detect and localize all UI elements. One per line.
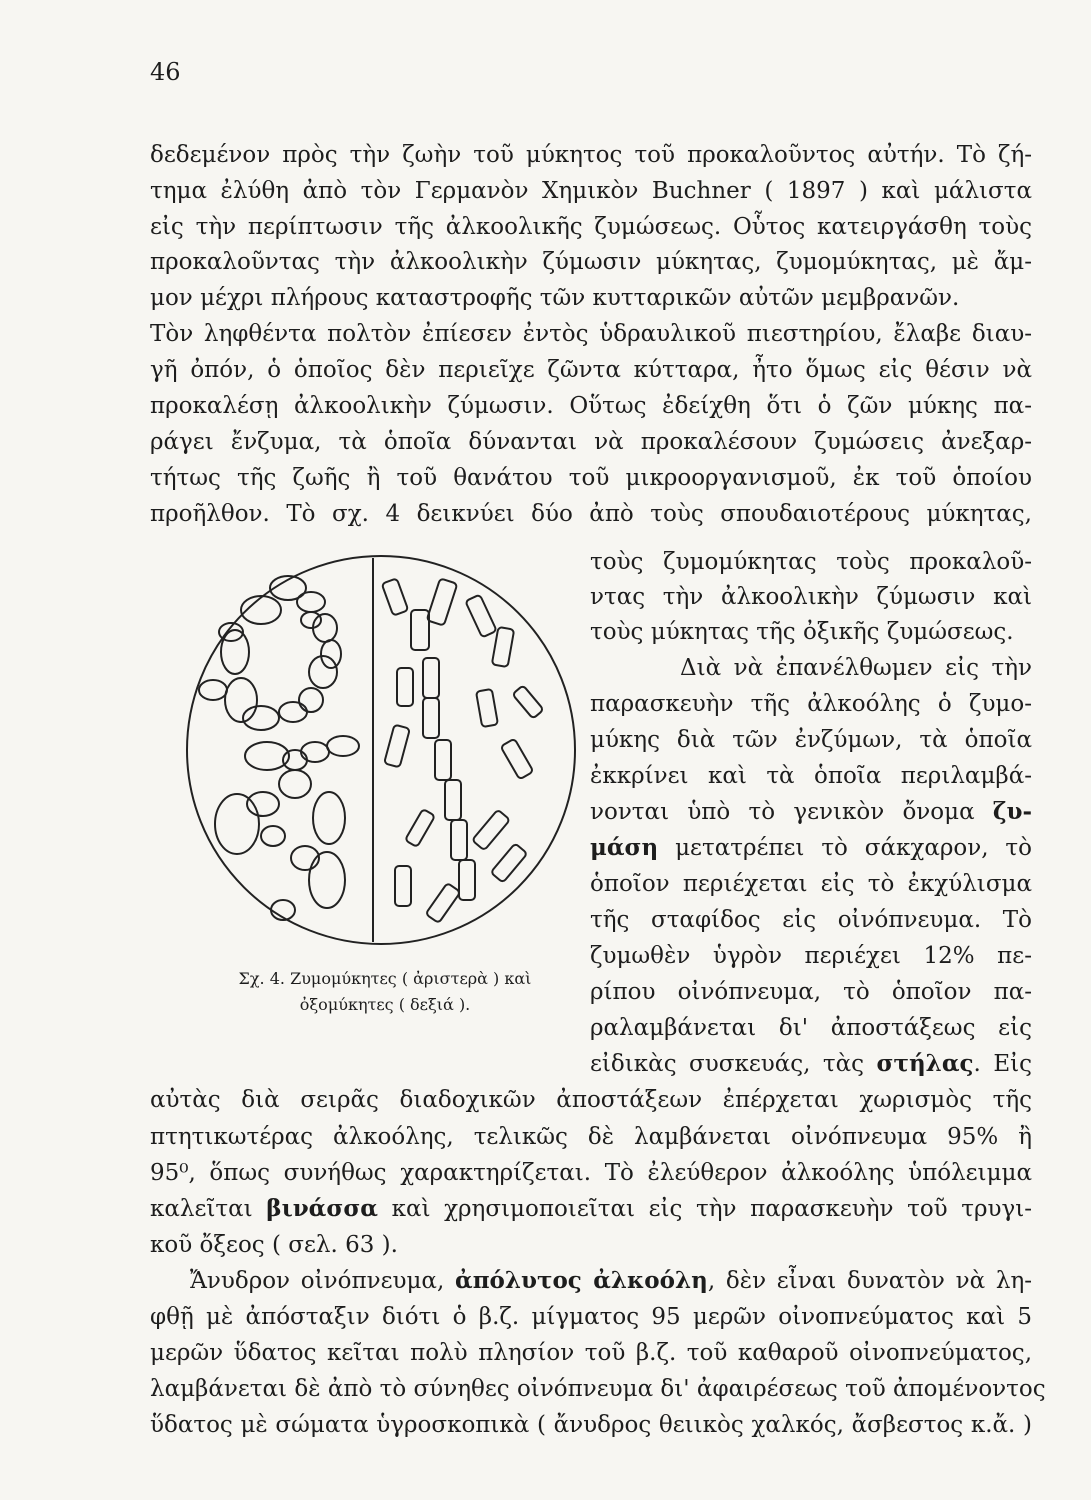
text-line: παρασκευὴν τῆς ἀλκοόλης ὁ ζυμο- bbox=[590, 691, 1032, 717]
text-span: μετατρέπει τὸ σάκχαρον, τὸ bbox=[675, 835, 1032, 861]
text-span: , δὲν εἶναι δυνατὸν νὰ λη- bbox=[707, 1268, 1032, 1294]
text-line bbox=[590, 1047, 1032, 1081]
text-line: φθῇ μὲ ἀπόσταξιν διότι ὁ β.ζ. μίγματος 95 μερῶν οἰνοπνεύματος καὶ 5 bbox=[150, 1304, 1032, 1330]
text-span: εἰδικὰς συσκευάς, τὰς bbox=[590, 1051, 865, 1077]
text-line: τοὺς ζυμομύκητας τοὺς προκαλοῦ- bbox=[590, 549, 1032, 575]
text-line: ραλαμβάνεται δι' ἀποστάξεως εἰς bbox=[590, 1015, 1032, 1041]
text-line bbox=[190, 1264, 1032, 1298]
microscope-figure bbox=[183, 540, 579, 960]
text-line: γῆ ὀπόν, ὁ ὁποῖος δὲν περιεῖχε ζῶντα κύτταρα, ἦτο ὅμως εἰς θέσιν νὰ bbox=[150, 357, 1032, 383]
text-line: προῆλθον. Τὸ σχ. 4 δεικνύει δύο ἀπὸ τοὺς σπουδαιοτέρους μύκητας, bbox=[150, 501, 1032, 527]
text-line: αὐτὰς διὰ σειρᾶς διαδοχικῶν ἀποστάξεων ἐπέρχεται χωρισμὸς τῆς bbox=[150, 1087, 1032, 1113]
text-line: λαμβάνεται δὲ ἀπὸ τὸ σύνηθες οἰνόπνευμα δι' ἀφαιρέσεως τοῦ ἀπομένοντος bbox=[150, 1376, 1046, 1402]
text-span: Ἄνυδρον οἰνόπνευμα, bbox=[190, 1268, 445, 1294]
rod-bacteria bbox=[382, 578, 544, 923]
term-apolytos: ἀπόλυτος ἀλκοόλη bbox=[455, 1267, 708, 1294]
text-line: τῆς σταφίδος εἰς οἰνόπνευμα. Τὸ bbox=[590, 907, 1032, 933]
text-line: ρίπου οἰνόπνευμα, τὸ ὁποῖον πα- bbox=[590, 979, 1032, 1005]
field-circle bbox=[187, 556, 575, 944]
text-line: τήτως τῆς ζωῆς ἢ τοῦ θανάτου τοῦ μικροοργανισμοῦ, ἐκ τοῦ ὁποίου bbox=[150, 465, 1032, 491]
text-line: δεδεμένον πρὸς τὴν ζωὴν τοῦ μύκητος τοῦ προκαλοῦντος αὐτήν. Τὸ ζή- bbox=[150, 142, 1032, 168]
page-number: 46 bbox=[150, 58, 181, 86]
text-span: καλεῖται bbox=[150, 1196, 253, 1222]
text-line: μερῶν ὕδατος κεῖται πολὺ πλησίον τοῦ β.ζ. τοῦ καθαροῦ οἰνοπνεύματος, bbox=[150, 1340, 1032, 1366]
term-vinassa: βινάσσα bbox=[266, 1195, 378, 1222]
term-zymasi: ζυ- bbox=[992, 798, 1032, 825]
figure-caption bbox=[190, 966, 580, 1018]
yeast-cells bbox=[199, 576, 359, 920]
text-line: μον μέχρι πλήρους καταστροφῆς τῶν κυτταρικῶν αὐτῶν μεμβρανῶν. bbox=[150, 285, 960, 311]
text-line bbox=[590, 795, 1032, 829]
term-zymasi: μάση bbox=[590, 834, 659, 861]
text-line: ἐκκρίνει καὶ τὰ ὁποῖα περιλαμβά- bbox=[590, 763, 1032, 789]
text-line: ράγει ἔνζυμα, τὰ ὁποῖα δύνανται νὰ προκαλέσουν ζυμώσεις ἀνεξαρ- bbox=[150, 429, 1032, 455]
text-line: ντας τὴν ἀλκοολικὴν ζύμωσιν καὶ bbox=[590, 584, 1032, 610]
text-line bbox=[590, 831, 1032, 865]
term-stilas: στήλας bbox=[876, 1050, 974, 1077]
text-span: . Εἰς bbox=[973, 1051, 1033, 1077]
text-line: εἰς τὴν περίπτωσιν τῆς ἀλκοολικῆς ζυμώσεως. Οὗτος κατειργάσθη τοὺς bbox=[150, 214, 1032, 240]
text-line: ζυμωθὲν ὑγρὸν περιέχει 12% πε- bbox=[590, 943, 1032, 969]
text-line: Διὰ νὰ ἐπανέλθωμεν εἰς τὴν bbox=[680, 655, 1032, 681]
text-span: καὶ χρησιμοποιεῖται εἰς τὴν παρασκευὴν τοῦ τρυγι- bbox=[391, 1196, 1033, 1222]
text-line: μύκης διὰ τῶν ἐνζύμων, τὰ ὁποῖα bbox=[590, 727, 1032, 753]
text-line: ὁποῖον περιέχεται εἰς τὸ ἐκχύλισμα bbox=[590, 871, 1032, 897]
caption-line: Σχ. 4. Ζυμομύκητες ( ἀριστερὰ ) καὶ bbox=[238, 969, 532, 988]
text-line: προκαλοῦντας τὴν ἀλκοολικὴν ζύμωσιν μύκητας, ζυμομύκητας, μὲ ἄμ- bbox=[150, 249, 1032, 275]
text-line: ὕδατος μὲ σώματα ὑγροσκοπικὰ ( ἄνυδρος θειικὸς χαλκός, ἄσβεστος κ.ἄ. ) bbox=[150, 1412, 1032, 1438]
text-line: τοὺς μύκητας τῆς ὀξικῆς ζυμώσεως. bbox=[590, 619, 1014, 645]
text-line: πτητικωτέρας ἀλκοόλης, τελικῶς δὲ λαμβάνεται οἰνόπνευμα 95% ἢ bbox=[150, 1124, 1032, 1150]
text-line: 95⁰, ὅπως συνήθως χαρακτηρίζεται. Τὸ ἐλεύθερον ἀλκοόλης ὑπόλειμμα bbox=[150, 1160, 1032, 1186]
text-line: προκαλέσῃ ἀλκοολικὴν ζύμωσιν. Οὕτως ἐδείχθη ὅτι ὁ ζῶν μύκης πα- bbox=[150, 393, 1032, 419]
text-line: τημα ἐλύθη ἀπὸ τὸν Γερμανὸν Χημικὸν Buchner ( 1897 ) καὶ μάλιστα bbox=[150, 178, 1032, 204]
text-line: κοῦ ὄξεος ( σελ. 63 ). bbox=[150, 1232, 398, 1258]
text-line bbox=[150, 1192, 1032, 1226]
text-span: νονται ὑπὸ τὸ γενικὸν ὄνομα bbox=[590, 799, 975, 825]
caption-line: ὀξομύκητες ( δεξιά ). bbox=[299, 995, 471, 1014]
text-line: Τὸν ληφθέντα πολτὸν ἐπίεσεν ἐντὸς ὑδραυλικοῦ πιεστηρίου, ἔλαβε διαυ- bbox=[150, 321, 1032, 347]
